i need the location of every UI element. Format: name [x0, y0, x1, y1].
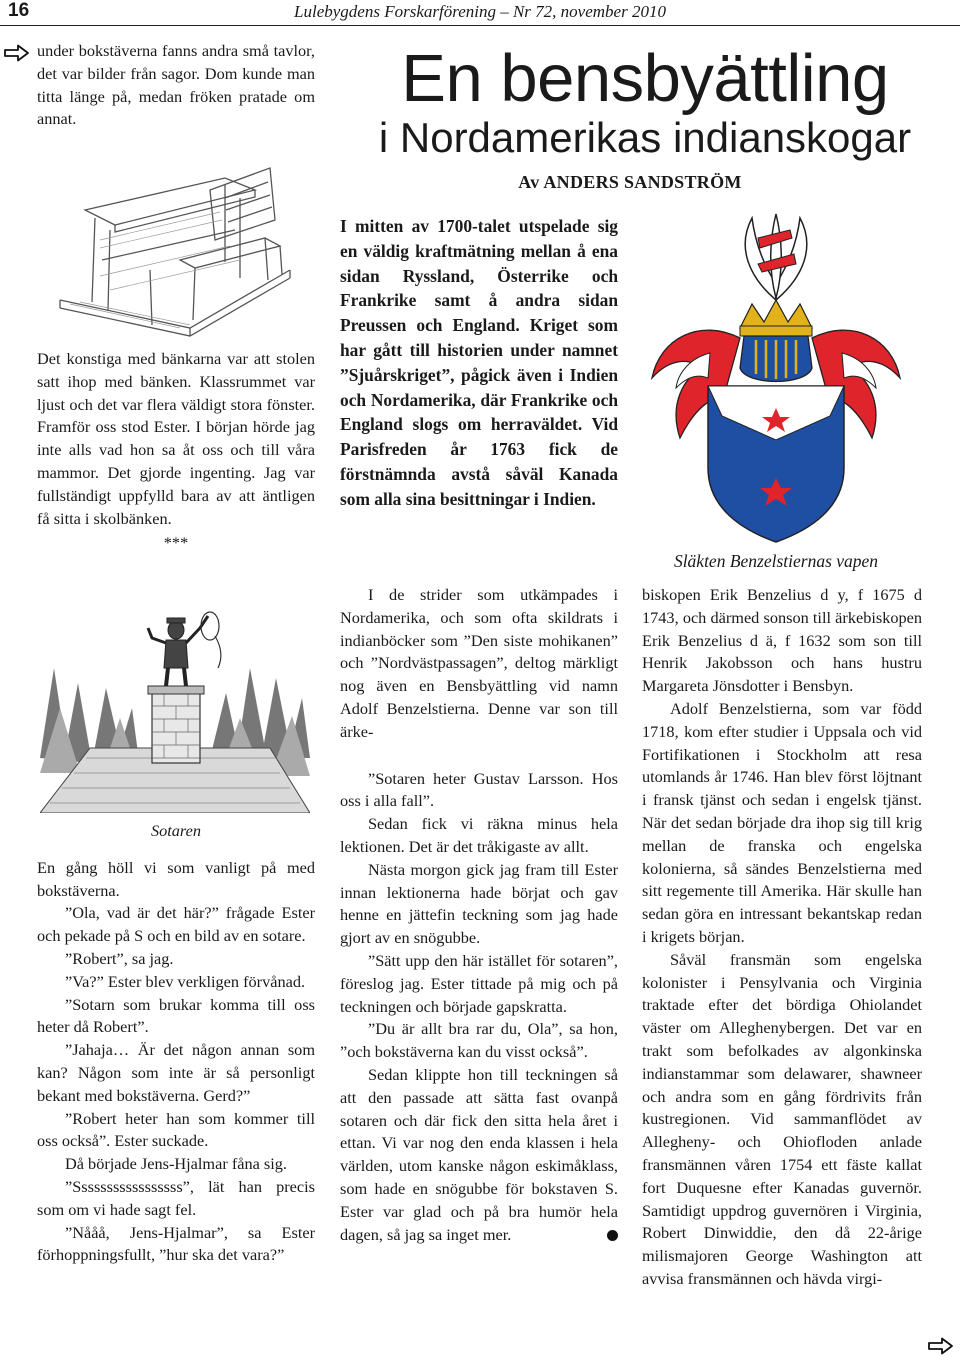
right-arrow-icon	[928, 1337, 954, 1355]
story-paragraph: ”Jahaja… Är det någon annan som kan? Någon som inte är så personligt bekant med bokstäverna. Gerd?”	[37, 1040, 315, 1105]
middle-story-text: Sedan klippte hon till teckningen så att den passade att sätta fast ovanpå sotaren och där fick den sitta hela året i ettan. Vi var nog den enda klassen i hela världen, utom kanske någon eskimåklass, som hade en snögubbe för bokstaven S. Ester var glad och på bra humör hela dagen, så jag sa inget mer.	[340, 1064, 618, 1244]
middle-column	[340, 584, 618, 1246]
right-column	[642, 584, 922, 1291]
right-column-paragraph: biskopen Erik Benzelius d y, f 1675 d 1743, och därmed sonson till ärkebiskopen Erik Benzelius d ä, f 1632 som son till Henrik Jakobsson och hans hustru Margareta Jönsdotter i Bensbyn.	[642, 585, 922, 696]
end-of-story-marker	[607, 1230, 618, 1241]
chimney-sweep-illustration	[40, 598, 310, 813]
desk-caption-block	[37, 348, 315, 555]
coat-of-arms	[640, 208, 912, 544]
school-desk-illustration	[40, 150, 300, 340]
story-paragraph: ”Va?” Ester blev verkligen förvånad.	[65, 971, 306, 991]
page-number: 16	[8, 0, 30, 21]
middle-story-paragraph: Sedan fick vi räkna minus hela lektionen. Det är det tråkigaste av allt.	[340, 814, 618, 856]
article-subtitle: i Nordamerikas indianskogar	[378, 114, 912, 161]
right-column-paragraph: Såväl fransmän som engelska kolonister i Pensylvania och Virginia traktade efter det bördiga Ohiolandet väster om Alleghenybergen. Det var en trakt som befolkades av algonkinska indianstammar som delawarer, shawneer och andra som en gång fördrivits från kustregionen. Vid sammanflödet av Allegheny- och Ohiofloden anlade fransmännen våren 1754 ett fäste kallat fort Duquesne efter Kanadas guvernör. Samtidigt uppdrog guvernören i Virginia, Robert Dinwiddie, den då 22-årige milismajoren George Washington att avvisa fransmännen och hävda virgi-	[642, 949, 922, 1288]
middle-intro-paragraph: I de strider som utkämpades i Nordamerika, och som ofta skildrats i indianböcker som ”Den siste mohikanen” och ”Nordvästpassagen”, deltog märkligt nog även en Bensbyättling vid namn Adolf Benzelstierna. Denne var son till ärke-	[340, 585, 618, 741]
story-paragraph: ”Nååå, Jens-Hjalmar”, sa Ester förhoppningsfullt, ”hur ska det vara?”	[37, 1222, 315, 1265]
story-paragraph: ”Sssssssssssssssss”, lät han precis som om vi hade sagt fel.	[37, 1176, 315, 1219]
intro-paragraph: under bokstäverna fanns andra små tavlor, det var bilder från sagor. Dom kunde man titta länge på, medan fröken pratade om annat.	[37, 41, 315, 129]
left-column-intro	[37, 40, 315, 131]
middle-story-paragraph: ”Sotaren heter Gustav Larsson. Hos oss i alla fall”.	[340, 768, 618, 811]
chimney-caption: Sotaren	[150, 821, 202, 840]
story-paragraph: ”Robert”, sa jag.	[65, 948, 174, 968]
page-header	[0, 0, 960, 26]
coat-of-arms-caption: Släkten Benzelstiernas vapen	[673, 551, 879, 571]
middle-story-paragraph: Nästa morgon gick jag fram till Ester innan lektionerna hade börjat och gav henne en jättefin teckning som jag hade gjort av en snögubbe.	[340, 859, 618, 948]
article-title: En bensbyättling	[401, 41, 889, 116]
section-separator: ***	[163, 533, 189, 553]
journal-title: Lulebygdens Forskarförening – Nr 72, november 2010	[294, 2, 666, 21]
middle-story-paragraph	[340, 1064, 618, 1246]
story-paragraph: ”Sotarn som brukar komma till oss heter då Robert”.	[37, 994, 315, 1037]
article-byline: Av ANDERS SANDSTRÖM	[518, 172, 742, 192]
story-column	[37, 820, 315, 1267]
article-ingress: I mitten av 1700-talet utspelade sig en väldig kraftmätning mellan å ena sidan Ryssland, Österrike och Frankrike samt å andra sidan Preussen och England. Kriget som har gått till historien under namnet ”Sjuårskriget”, pågick även i Indien och Nordamerika, där Frankrike och England slogs om herraväldet. Vid Parisfreden år 1763 fick de förstnämnda avstå såväl Kanada som alla sina besittningar i Indien.	[340, 216, 618, 509]
story-paragraph: Då började Jens-Hjalmar fåna sig.	[65, 1154, 287, 1174]
desk-caption: Det konstiga med bänkarna var att stolen satt ihop med bänken. Klassrummet var ljust och det var flera väldigt stora fönster. Framför oss stod Ester. I början hörde jag inte alls vad hon sa åt oss och till våra mammor. Det gjorde ingenting. Jag var fullständigt uppfylld bara av att äntligen få sitta i skolbänken.	[37, 349, 315, 528]
story-paragraph: ”Ola, vad är det här?” frågade Ester och pekade på S och en bild av en sotare.	[37, 903, 315, 946]
middle-story-paragraph: ”Sätt upp den här istället för sotaren”, föreslog jag. Ester tittade på mig och på teckningen och började gapskratta.	[340, 950, 618, 1016]
middle-story-paragraph: ”Du är allt bra rar du, Ola”, sa hon, ”och bokstäverna kan du visst också”.	[340, 1019, 618, 1062]
story-paragraph: ”Robert heter han som kommer till oss också”. Ester suckade.	[37, 1108, 315, 1151]
story-paragraph: En gång höll vi som vanligt på med bokstäverna.	[37, 857, 315, 900]
right-column-paragraph: Adolf Benzelstierna, som var född 1718, kom efter studier i Uppsala och vid Fortifikationen i Stockholm att resa utomlands år 1746. Han blev först löjtnant i fransk tjänst och sedan i engelsk tjänst. När det sedan började dra ihop sig till krig mellan de franska och engelska kolonierna, så sändes Benzelstierna med sitt regemente till Amerika. Här skulle han sedan göra en intressant bekantskap redan i krigets början.	[642, 698, 922, 946]
right-arrow-icon	[4, 44, 30, 62]
